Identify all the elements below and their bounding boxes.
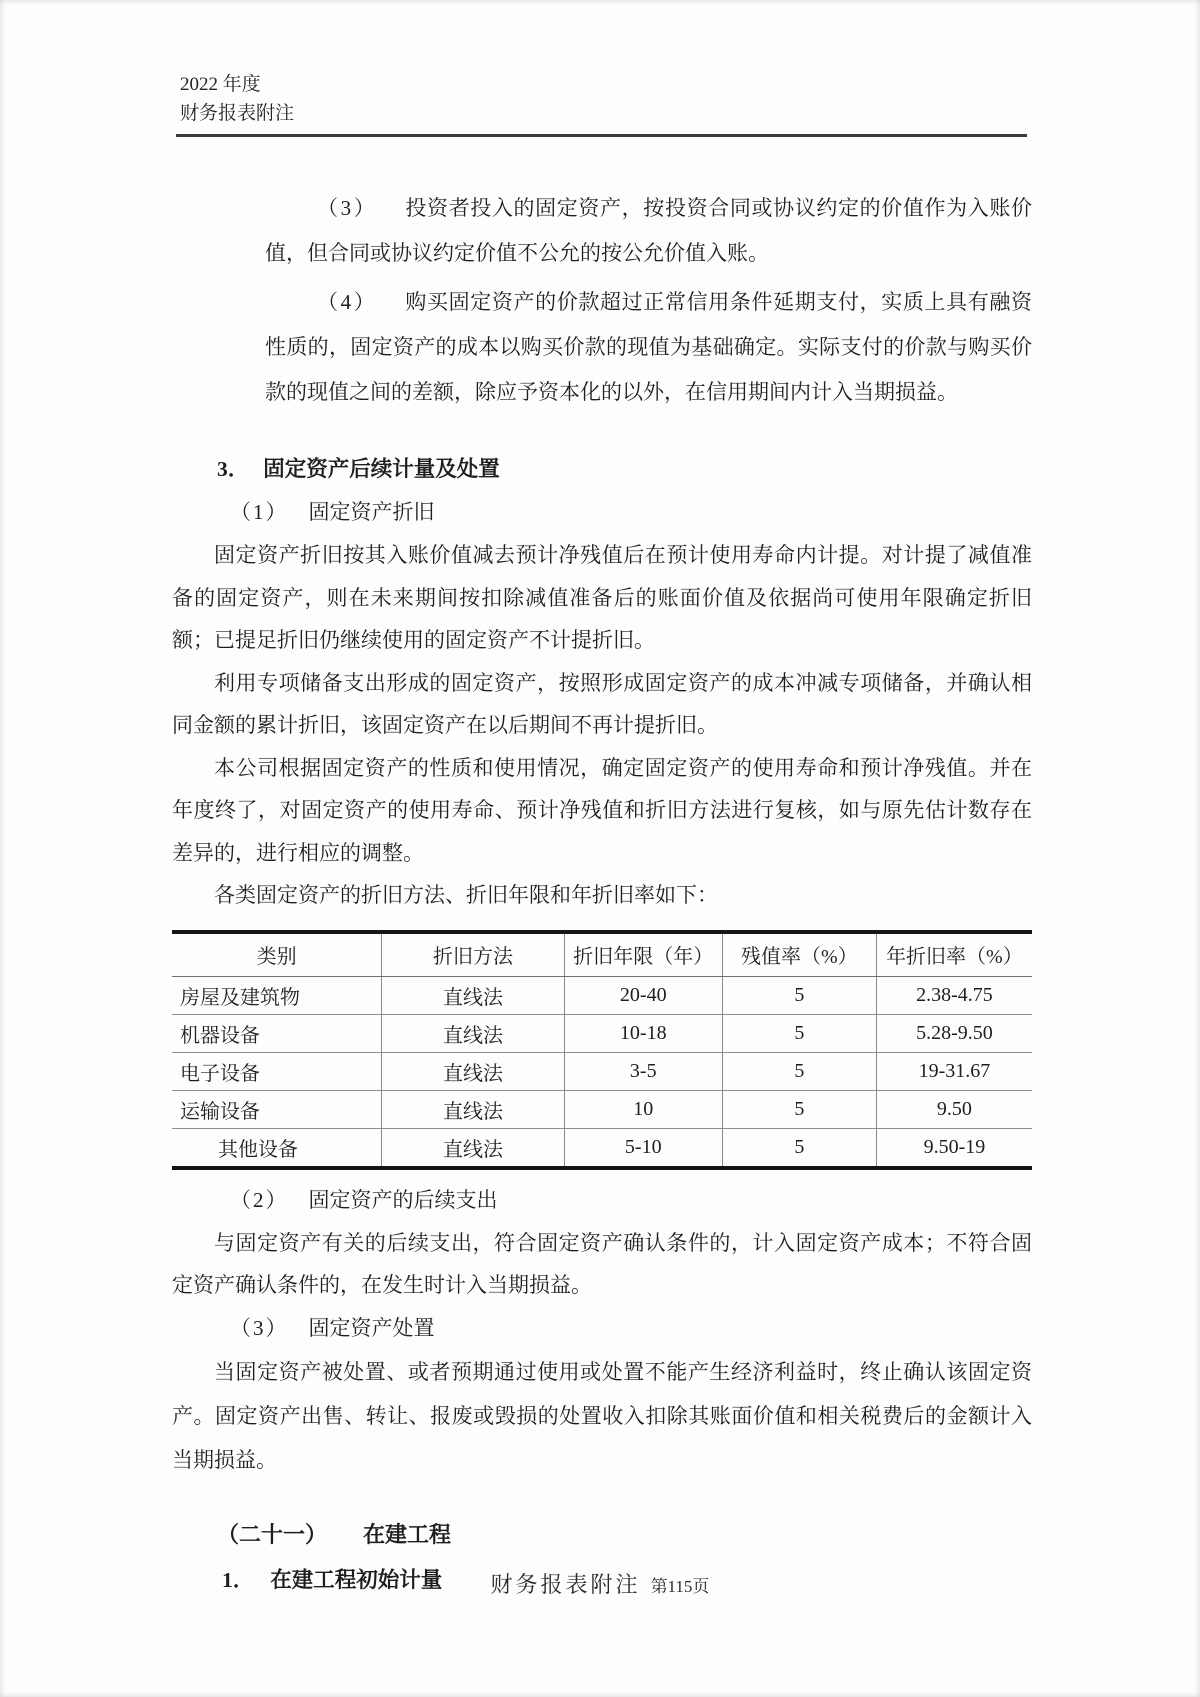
table-cell: 3-5	[564, 1052, 722, 1090]
header-rule	[176, 134, 1027, 137]
heading-21-1-number: 1．	[222, 1567, 255, 1592]
table-cell: 5	[722, 1128, 876, 1168]
paragraph-depreciation-3: 本公司根据固定资产的性质和使用情况，确定固定资产的使用寿命和预计净残值。并在年度终了，对固定资产的使用寿命、预计净残值和折旧方法进行复核，如与原先估计数存在差异的，进行相应的调整。	[172, 755, 1032, 865]
table-cell: 直线法	[382, 1090, 564, 1128]
item-3-label: （3）	[317, 196, 378, 220]
paragraph-subsequent-expenditure: 与固定资产有关的后续支出，符合固定资产确认条件的，计入固定资产成本；不符合固定资产确认条件的，在发生时计入当期损益。	[172, 1230, 1032, 1297]
subheading-1-title: 固定资产折旧	[308, 500, 435, 524]
heading-21-number: （二十一）	[217, 1521, 328, 1547]
heading-construction-in-progress	[217, 1512, 1032, 1558]
heading-21-1-title: 在建工程初始计量	[270, 1567, 443, 1592]
table-cell: 19-31.67	[876, 1052, 1032, 1090]
header-doc-title: 财务报表附注	[180, 103, 295, 124]
table-cell: 10-18	[564, 1014, 722, 1052]
paragraph-disposal: 当固定资产被处置、或者预期通过使用或处置不能产生经济利益时，终止确认该固定资产。固定资产出售、转让、报废或毁损的处置收入扣除其账面价值和相关税费后的金额计入当期损益。	[172, 1359, 1032, 1472]
table-cell: 直线法	[382, 1128, 564, 1168]
table-cell: 10	[564, 1090, 722, 1128]
table-row	[172, 1052, 1032, 1090]
heading-21-title: 在建工程	[363, 1521, 452, 1547]
page-header	[180, 70, 294, 128]
item-4-text: 购买固定资产的价款超过正常信用条件延期支付，实质上具有融资性质的，固定资产的成本以购买价款的现值为基础确定。实际支付的价款与购买价款的现值之间的差额，除应予资本化的以外，在信用期间内计入当期损益。	[265, 290, 1033, 404]
subheading-depreciation	[230, 491, 1032, 534]
table-row	[172, 1014, 1032, 1052]
subheading-2-label: （2）	[230, 1187, 289, 1212]
header-year: 2022 年度	[180, 74, 261, 95]
table-header-cell: 折旧方法	[382, 932, 564, 977]
table-cell: 9.50	[876, 1090, 1032, 1128]
table-header-cell: 年折旧率（%）	[876, 932, 1032, 977]
table-header-cell: 残值率（%）	[722, 932, 876, 977]
table-row	[172, 976, 1032, 1014]
item-4-label: （4）	[317, 290, 378, 314]
paragraph-table-intro: 各类固定资产的折旧方法、折旧年限和年折旧率如下：	[214, 883, 718, 907]
table-cell: 房屋及建筑物	[172, 976, 382, 1014]
table-cell: 运输设备	[172, 1090, 382, 1128]
heading-number: 3．	[217, 457, 250, 481]
heading-title: 固定资产后续计量及处置	[263, 457, 500, 481]
table-cell: 5	[722, 976, 876, 1014]
table-cell: 9.50-19	[923, 1135, 986, 1158]
table-cell: 机器设备	[172, 1014, 382, 1052]
table-cell: 20-40	[564, 976, 722, 1014]
table-cell: 5.28-9.50	[876, 1014, 1032, 1052]
table-cell: 直线法	[382, 976, 564, 1014]
table-header-row	[172, 932, 1032, 977]
table-cell: 5	[722, 1014, 876, 1052]
subheading-subsequent-expenditure	[230, 1179, 1032, 1222]
table-cell: 其他设备	[172, 1128, 382, 1168]
table-header-cell: 类别	[172, 932, 382, 977]
paragraph-depreciation-2: 利用专项储备支出形成的固定资产，按照形成固定资产的成本冲减专项储备，并确认相同金额的累计折旧，该固定资产在以后期间不再计提折旧。	[172, 670, 1032, 737]
table-cell: 直线法	[382, 1014, 564, 1052]
table-cell: 直线法	[382, 1052, 564, 1090]
paragraph-depreciation-1: 固定资产折旧按其入账价值减去预计净残值后在预计使用寿命内计提。对计提了减值准备的固定资产，则在未来期间按扣除减值准备后的账面价值及依据尚可使用年限确定折旧额；已提足折旧仍继续使用的固定资产不计提折旧。	[172, 543, 1032, 652]
table-cell: 5	[722, 1090, 876, 1128]
subheading-2-title: 固定资产的后续支出	[308, 1187, 498, 1212]
table-cell: 5	[722, 1052, 876, 1090]
footer-page-number: 第115页	[650, 1577, 710, 1596]
table-header-cell: 折旧年限（年）	[564, 932, 722, 977]
table-cell: 电子设备	[172, 1052, 382, 1090]
paragraph-item-4	[265, 280, 1032, 415]
page-footer	[0, 1568, 1200, 1599]
table-cell: 5-10	[564, 1128, 722, 1168]
table-row	[172, 1128, 1032, 1168]
heading-fixed-asset-measurement	[217, 447, 1032, 491]
table-cell: 2.38-4.75	[876, 976, 1032, 1014]
subheading-disposal	[230, 1307, 1032, 1350]
subheading-3-title: 固定资产处置	[308, 1315, 435, 1340]
item-3-text: 投资者投入的固定资产，按投资合同或协议约定的价值作为入账价值，但合同或协议约定价值不公允的按公允价值入账。	[265, 196, 1033, 265]
depreciation-table	[172, 930, 1032, 1170]
subheading-1-label: （1）	[230, 500, 289, 524]
subheading-3-label: （3）	[230, 1315, 289, 1340]
paragraph-item-3	[265, 186, 1032, 276]
table-row	[172, 1090, 1032, 1128]
footer-title: 财务报表附注	[490, 1572, 641, 1597]
document-body	[172, 186, 1032, 1602]
